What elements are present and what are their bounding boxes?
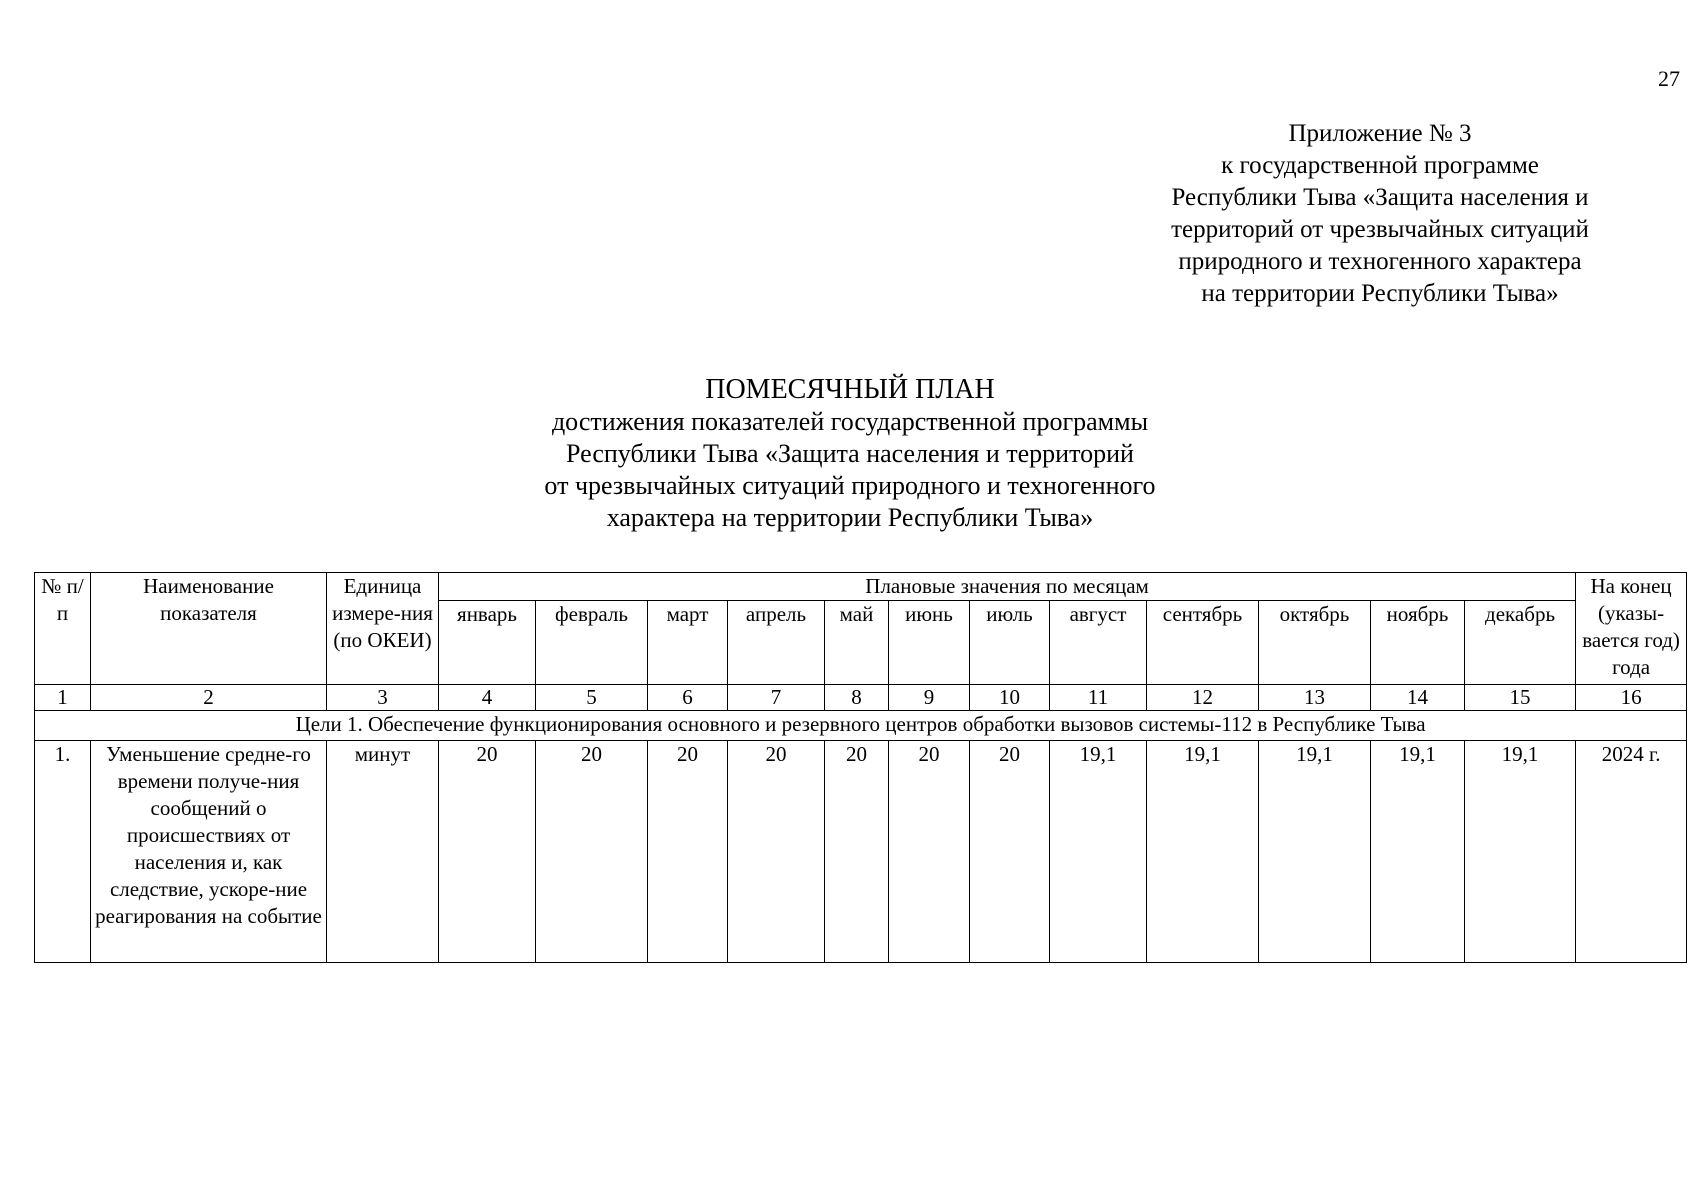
column-number: 15 [1465,685,1576,711]
row-value-may: 20 [825,741,889,963]
column-number-row [35,685,1687,711]
monthly-plan-table [34,572,1687,963]
header-month: декабрь [1465,601,1576,685]
appendix-line: Приложение № 3 [1288,120,1472,147]
column-number: 13 [1259,685,1371,711]
column-number: 6 [648,685,728,711]
row-value-april: 20 [728,741,825,963]
column-number: 14 [1371,685,1465,711]
column-number: 7 [728,685,825,711]
document-title-line: характера на территории Республики Тыва» [606,503,1094,532]
row-value-august: 19,1 [1050,741,1147,963]
header-month: июль [970,601,1050,685]
column-number: 9 [889,685,970,711]
column-number: 2 [91,685,327,711]
row-num: 1. [35,741,91,963]
appendix-line: к государственной программе [1221,152,1539,179]
table-row [35,741,1687,963]
row-unit: минут [327,741,439,963]
header-month: октябрь [1259,601,1371,685]
column-number: 8 [825,685,889,711]
row-value-october: 19,1 [1259,741,1371,963]
header-name: Наименование показателя [91,573,327,685]
document-title-line: Республики Тыва «Защита населения и территорий [566,439,1134,468]
document-title-line: достижения показателей государственной программы [551,407,1149,436]
header-month: ноябрь [1371,601,1465,685]
column-number: 3 [327,685,439,711]
row-value-december: 19,1 [1465,741,1576,963]
column-number: 12 [1147,685,1259,711]
page-number: 27 [1658,66,1680,91]
appendix-line: Республики Тыва «Защита населения и [1171,184,1589,211]
row-value-july: 20 [970,741,1050,963]
header-end: На конец (указы-вается год) года [1576,573,1687,685]
row-value-november: 19,1 [1371,741,1465,963]
column-number: 4 [439,685,536,711]
appendix-block [1120,118,1640,310]
header-month: август [1050,601,1147,685]
appendix-line: на территории Республики Тыва» [1201,280,1559,307]
column-number: 1 [35,685,91,711]
column-number: 5 [536,685,648,711]
header-row [35,573,1687,601]
row-value-march: 20 [648,741,728,963]
row-value-june: 20 [889,741,970,963]
header-unit: Единица измере-ния (по ОКЕИ) [327,573,439,685]
column-number: 10 [970,685,1050,711]
header-month: сентябрь [1147,601,1259,685]
column-number: 11 [1050,685,1147,711]
header-month: май [825,601,889,685]
header-month: январь [439,601,536,685]
row-value-september: 19,1 [1147,741,1259,963]
document-title-line: от чрезвычайных ситуаций природного и техногенного [544,471,1156,500]
header-month: февраль [536,601,648,685]
header-monthly: Плановые значения по месяцам [439,573,1576,601]
header-num: № п/п [35,573,91,685]
appendix-line: территорий от чрезвычайных ситуаций [1171,216,1589,243]
goal-row [35,711,1687,741]
appendix-line: природного и техногенного характера [1178,248,1582,275]
row-end-year: 2024 г. [1576,741,1687,963]
header-month: март [648,601,728,685]
row-indicator-name: Уменьшение средне-го времени получе-ния сообщений о происшествиях от населения и, как следствие, ускоре-ние реагирования на событие [91,741,327,963]
document-title-main: ПОМЕСЯЧНЫЙ ПЛАН [705,374,995,405]
document-title [380,374,1320,534]
row-value-february: 20 [536,741,648,963]
column-number: 16 [1576,685,1687,711]
header-month: апрель [728,601,825,685]
row-value-january: 20 [439,741,536,963]
header-month: июнь [889,601,970,685]
goal-text: Цели 1. Обеспечение функционирования основного и резервного центров обработки вызовов системы-112 в Республике Тыва [35,711,1687,741]
